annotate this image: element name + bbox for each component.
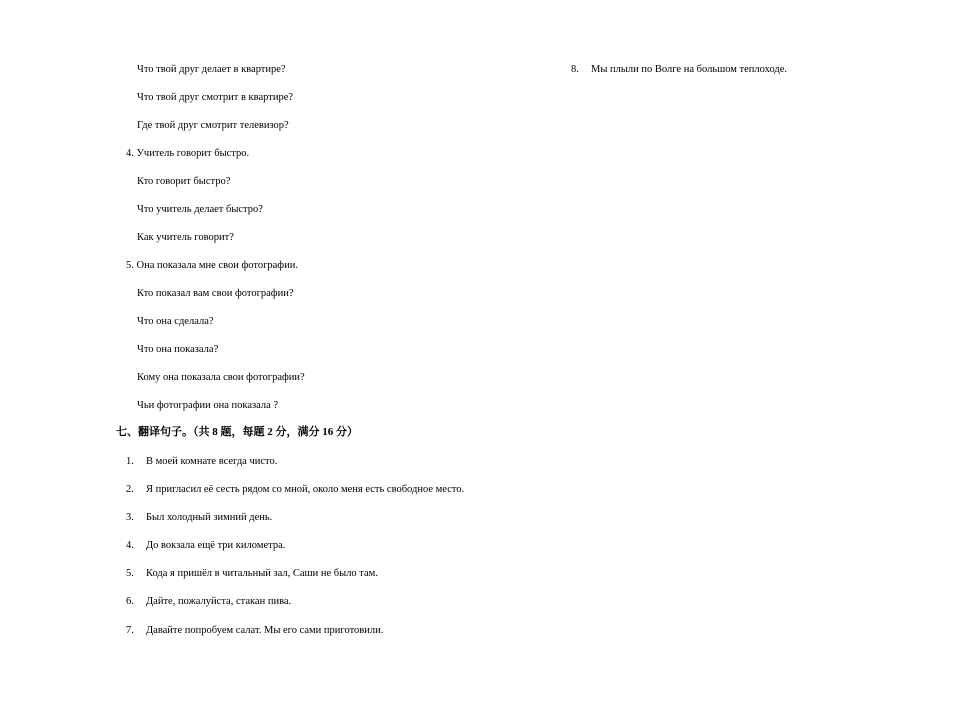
item-number: 1. xyxy=(126,456,134,467)
item-number: 3. xyxy=(126,512,134,523)
item-text: Дайте, пожалуйста, стакан пива. xyxy=(146,596,292,607)
item-number: 6. xyxy=(126,596,134,607)
q4-variant-3: Как учитель говорит? xyxy=(137,232,234,243)
q5-variant-5: Чьи фотографии она показала ? xyxy=(137,400,279,411)
translation-item-6 xyxy=(126,595,291,608)
item-number: 7. xyxy=(126,625,134,636)
translation-item-2 xyxy=(126,483,464,496)
q5-sentence: 5. Она показала мне свои фотографии. xyxy=(126,260,298,271)
q4-variant-2: Что учитель делает быстро? xyxy=(137,204,263,215)
q5-variant-4: Кому она показала свои фотографии? xyxy=(137,372,305,383)
item-number: 5. xyxy=(126,568,134,579)
q5-variant-2: Что она сделала? xyxy=(137,316,214,327)
translation-item-7 xyxy=(126,624,383,637)
q5-variant-3: Что она показала? xyxy=(137,344,219,355)
translation-item-4 xyxy=(126,539,285,552)
section-heading: 七、翻译句子。（共 8 题，每题 2 分，满分 16 分） xyxy=(116,426,358,438)
item-text: Кода я пришёл в читальный зал, Саши не было там. xyxy=(146,568,378,579)
item-text: В моей комнате всегда чисто. xyxy=(146,456,278,467)
item-number: 2. xyxy=(126,484,134,495)
item-text: Был холодный зимний день. xyxy=(146,512,273,523)
item-text: Я пригласил её сесть рядом со мной, около меня есть свободное место. xyxy=(146,484,465,495)
translation-item-8 xyxy=(571,63,787,76)
q3-variant-2: Что твой друг смотрит в квартире? xyxy=(137,92,294,103)
item-number: 8. xyxy=(571,64,579,75)
item-text: До вокзала ещё три километра. xyxy=(146,540,286,551)
item-text: Мы плыли по Волге на большом теплоходе. xyxy=(591,64,788,75)
q3-variant-1: Что твой друг делает в квартире? xyxy=(137,64,286,75)
translation-item-3 xyxy=(126,511,272,524)
item-text: Давайте попробуем салат. Мы его сами приготовили. xyxy=(146,625,384,636)
translation-item-1 xyxy=(126,455,277,468)
translation-item-5 xyxy=(126,567,378,580)
q5-variant-1: Кто показал вам свои фотографии? xyxy=(137,288,294,299)
q4-sentence: 4. Учитель говорит быстро. xyxy=(126,148,250,159)
item-number: 4. xyxy=(126,540,134,551)
q4-variant-1: Кто говорит быстро? xyxy=(137,176,231,187)
q3-variant-3: Где твой друг смотрит телевизор? xyxy=(137,120,289,131)
